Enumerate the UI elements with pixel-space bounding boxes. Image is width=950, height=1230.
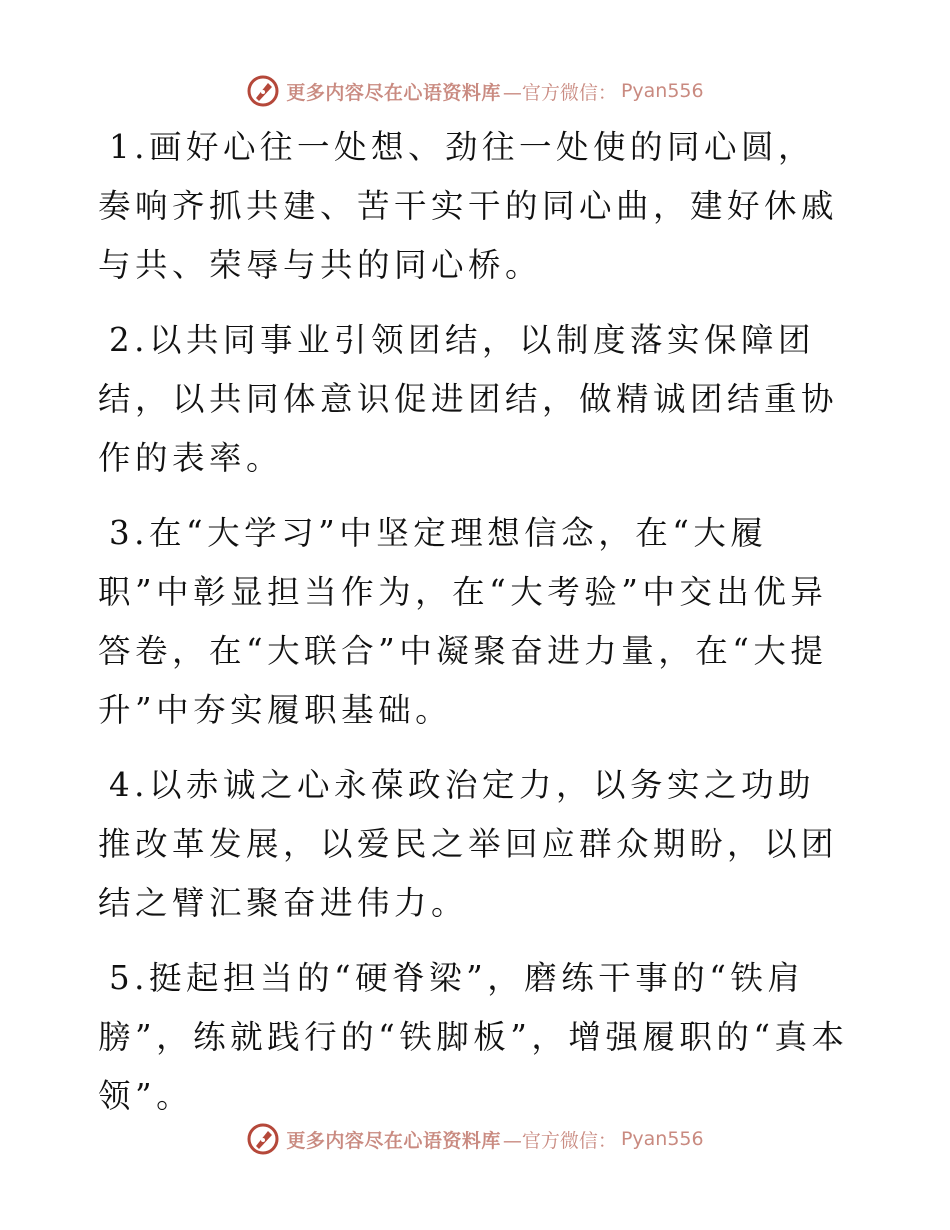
paragraph-3: 3.在“大学习”中坚定理想信念，在“大履职”中彰显担当作为，在“大考验”中交出优异答卷，在“大联合”中凝聚奋进力量，在“大提升”中夯实履职基础。 bbox=[98, 514, 828, 729]
watermark-title: 更多内容尽在心语资料库 bbox=[286, 81, 501, 104]
watermark-contact: —官方微信： bbox=[502, 1129, 617, 1152]
watermark-contact: —官方微信： bbox=[502, 81, 617, 104]
header-watermark bbox=[0, 74, 950, 108]
paragraph-5: 5.挺起担当的“硬脊梁”，磨练干事的“铁肩膀”，练就践行的“铁脚板”，增强履职的“真本领”。 bbox=[98, 959, 849, 1115]
document-body bbox=[98, 118, 850, 1142]
footer-watermark bbox=[0, 1122, 950, 1156]
paragraph-2: 2.以共同事业引领团结，以制度落实保障团结，以共同体意识促进团结，做精诚团结重协作的表率。 bbox=[98, 321, 839, 477]
watermark-title: 更多内容尽在心语资料库 bbox=[286, 1129, 501, 1152]
pen-nib-logo-icon bbox=[246, 74, 280, 108]
watermark-wechat-id: Pyan556 bbox=[620, 80, 704, 102]
pen-nib-logo-icon bbox=[246, 1122, 280, 1156]
paragraph-1: 1.画好心往一处想、劲往一处使的同心圆，奏响齐抓共建、苦干实干的同心曲，建好休戚与共、荣辱与共的同心桥。 bbox=[98, 128, 839, 284]
paragraph-4: 4.以赤诚之心永葆政治定力，以务实之功助推改革发展，以爱民之举回应群众期盼，以团结之臂汇聚奋进伟力。 bbox=[98, 766, 839, 922]
watermark-wechat-id: Pyan556 bbox=[620, 1128, 704, 1150]
